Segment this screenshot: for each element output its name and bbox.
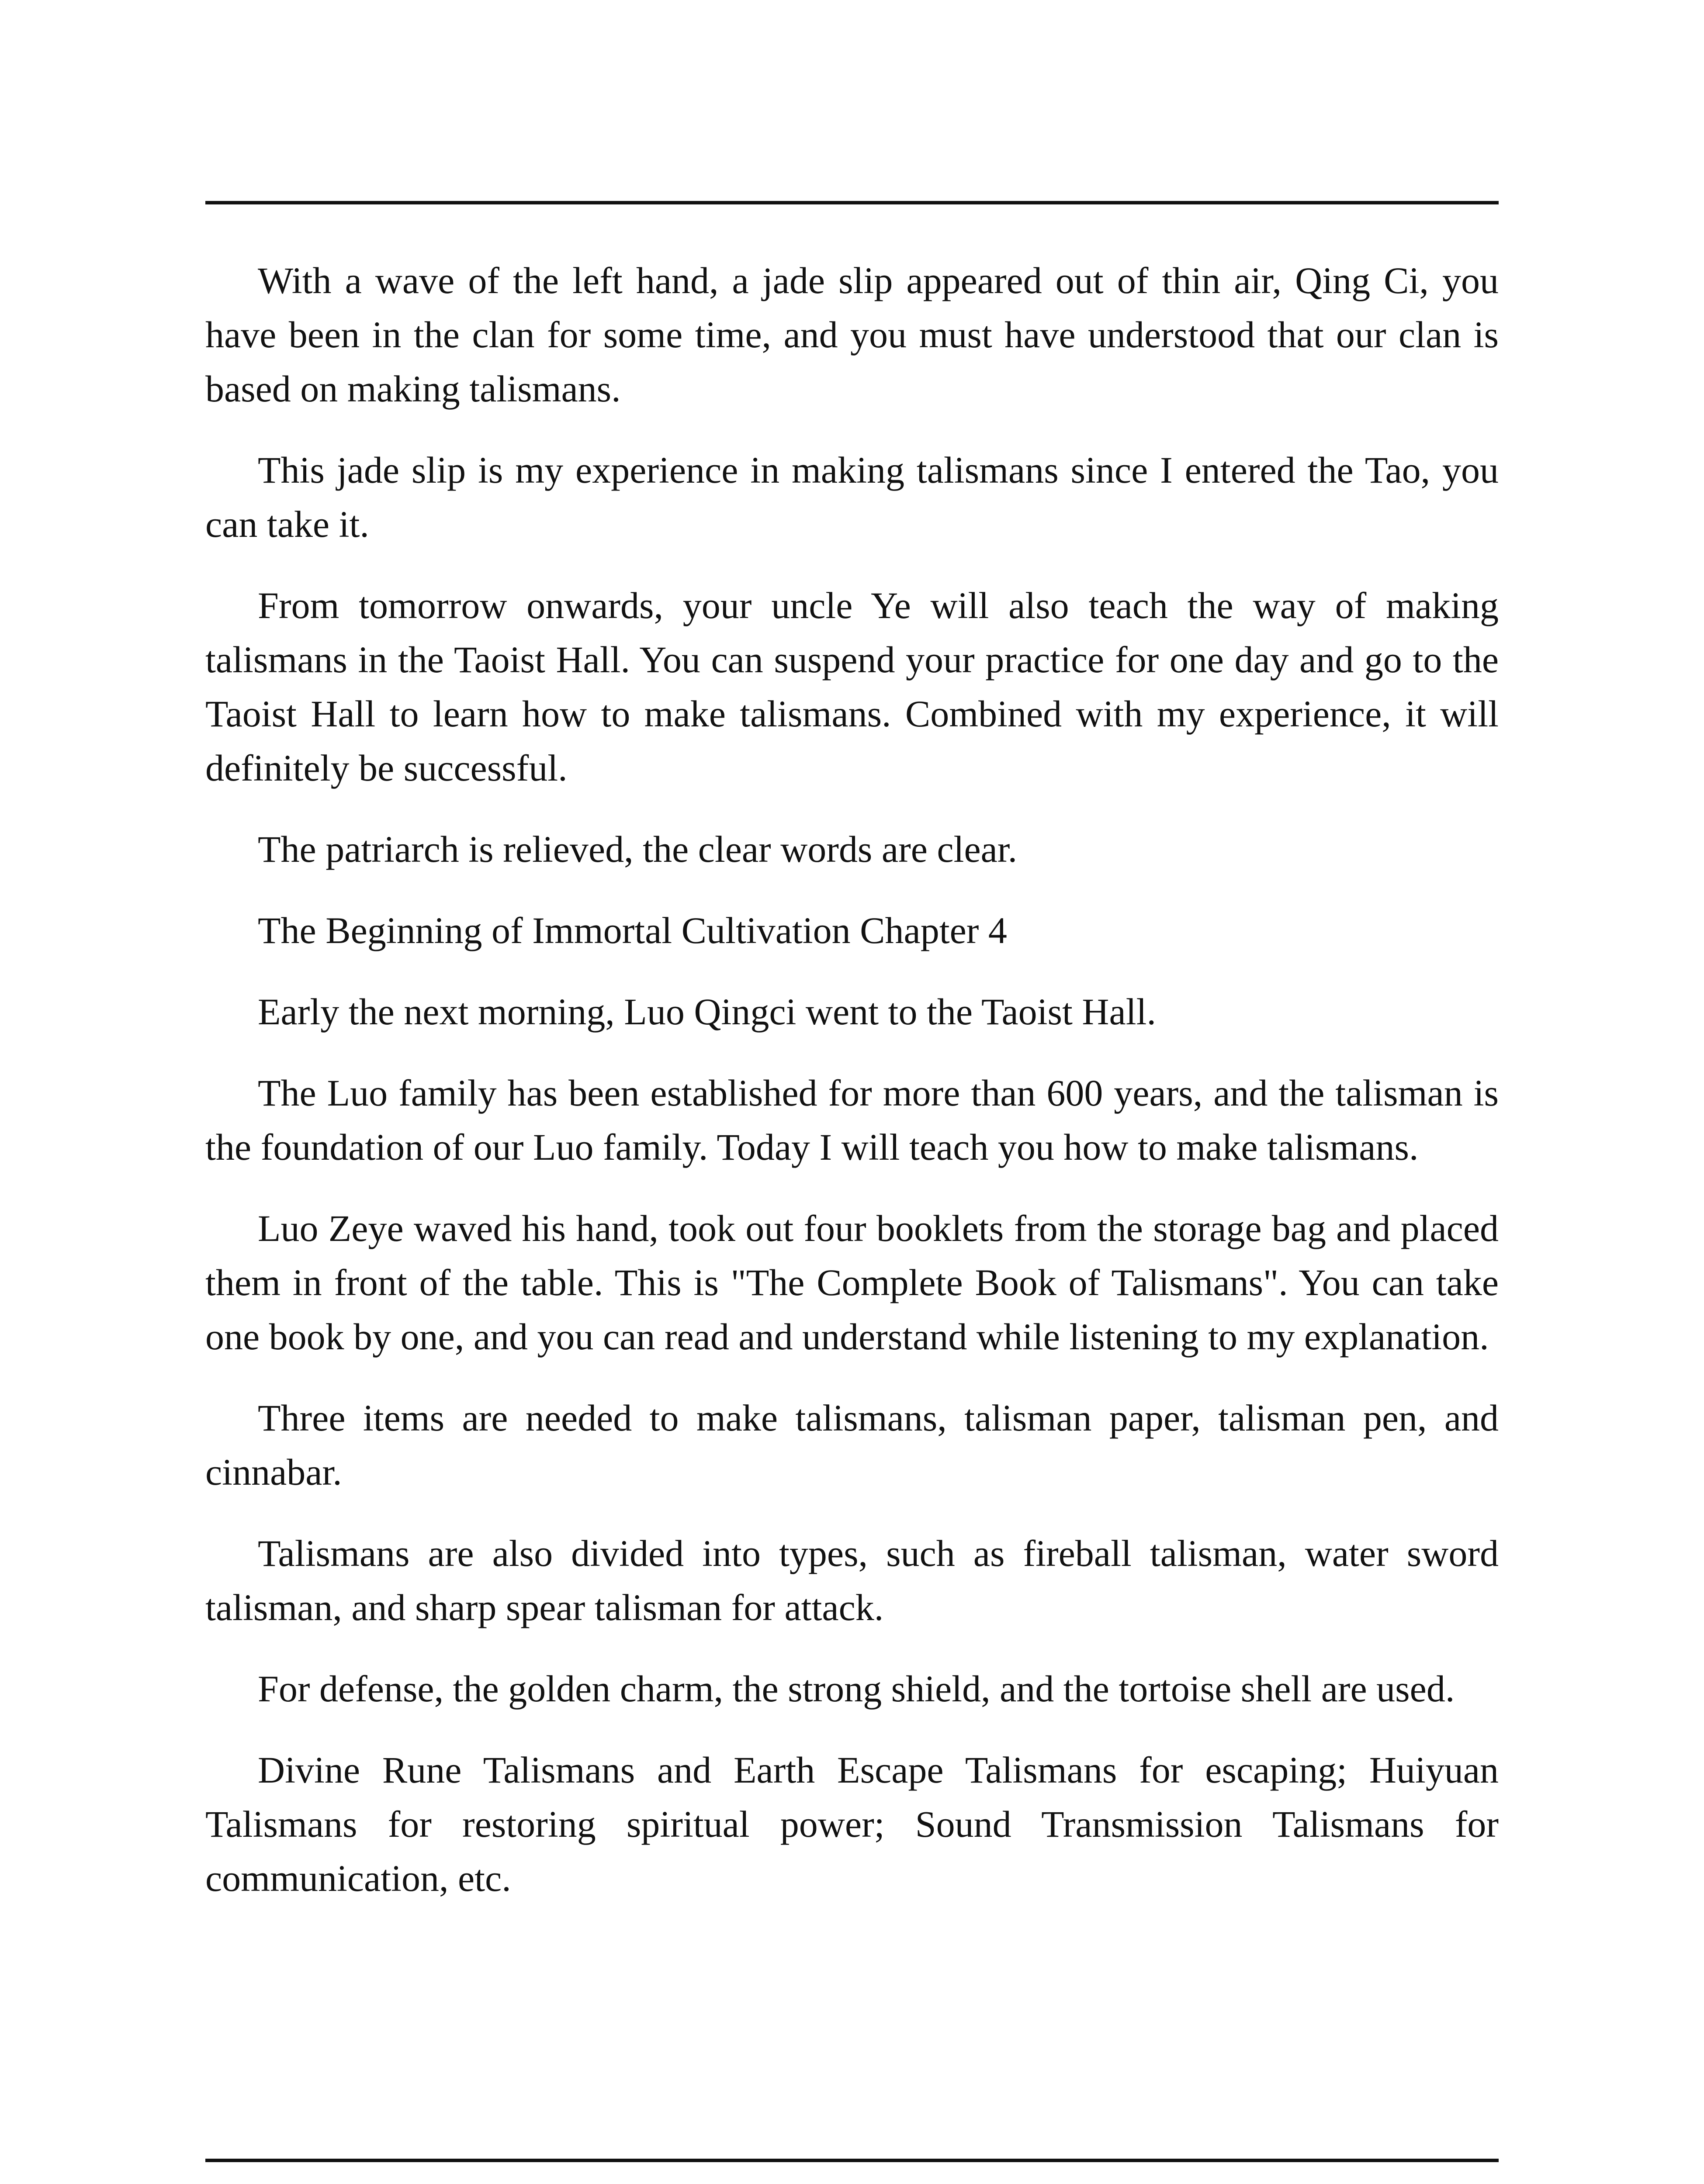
header-rule <box>205 201 1499 204</box>
paragraph-4: The patriarch is relieved, the clear words are clear. <box>258 828 1018 870</box>
paragraph-3: From tomorrow onwards, your uncle Ye will also teach the way of making talismans in the Taoist Hall. You can suspend your practice for one day and go to the Taoist Hall to learn how to make talismans. Combined with my experience, it will definitely be successful. <box>205 584 1499 789</box>
paragraph-10: Talismans are also divided into types, such as fireball talisman, water sword talisman, and sharp spear talisman for attack. <box>205 1532 1499 1628</box>
paragraph-11: For defense, the golden charm, the strong shield, and the tortoise shell are used. <box>258 1668 1455 1710</box>
chapter-heading: The Beginning of Immortal Cultivation Chapter 4 <box>258 909 1007 951</box>
paragraph-8: Luo Zeye waved his hand, took out four booklets from the storage bag and placed them in front of the table. This is "The Complete Book of Talismans". You can take one book by one, and you can read and understand while listening to my explanation. <box>205 1207 1499 1358</box>
paragraph-1: With a wave of the left hand, a jade slip appeared out of thin air, Qing Ci, you have been in the clan for some time, and you must have understood that our clan is based on making talismans. <box>205 259 1499 410</box>
footer-rule <box>205 2159 1499 2162</box>
body-text <box>205 253 1499 1932</box>
paragraph-12: Divine Rune Talismans and Earth Escape Talismans for escaping; Huiyuan Talismans for restoring spiritual power; Sound Transmission Talismans for communication, etc. <box>205 1749 1499 1899</box>
paragraph-9: Three items are needed to make talismans, talisman paper, talisman pen, and cinnabar. <box>205 1397 1499 1493</box>
paragraph-2: This jade slip is my experience in making talismans since I entered the Tao, you can take it. <box>205 449 1499 545</box>
paragraph-6: Early the next morning, Luo Qingci went to the Taoist Hall. <box>258 991 1156 1033</box>
paragraph-7: The Luo family has been established for more than 600 years, and the talisman is the foundation of our Luo family. Today I will teach you how to make talismans. <box>205 1072 1499 1168</box>
